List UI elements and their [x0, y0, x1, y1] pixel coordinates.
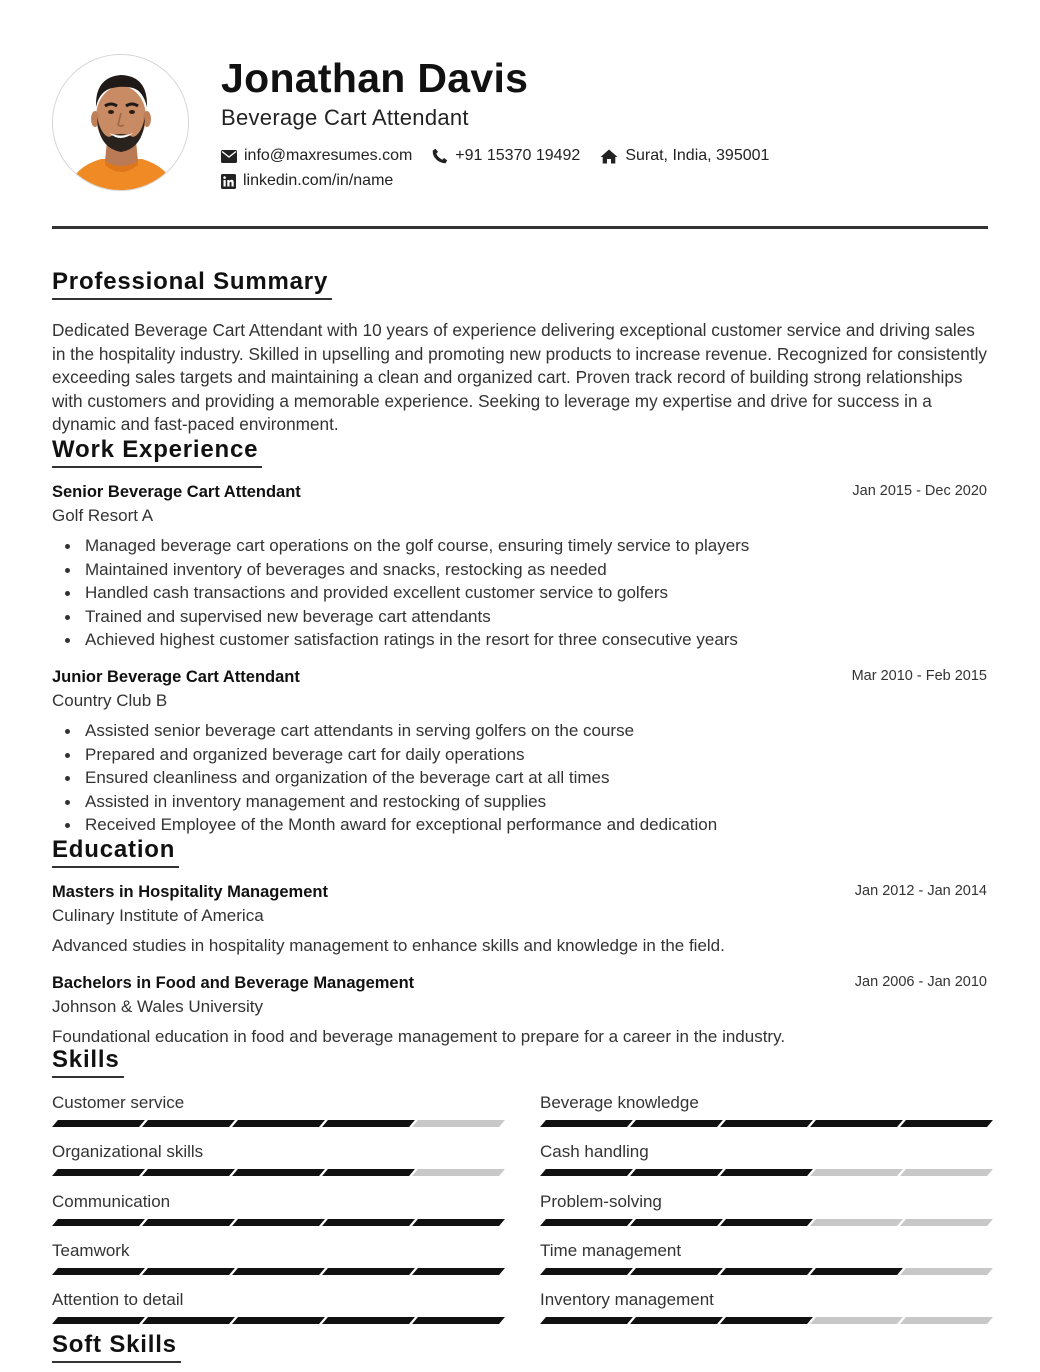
skill-level-segment-filled [142, 1268, 235, 1275]
contact-info [221, 144, 789, 194]
school-name: Culinary Institute of America [52, 906, 264, 925]
skill-name: Teamwork [52, 1240, 130, 1260]
skill-level-bar [540, 1169, 987, 1176]
linkedin-text: linkedin.com/in/name [243, 172, 394, 189]
skill-level-segment-empty [900, 1219, 993, 1226]
job-company: Golf Resort A [52, 506, 154, 525]
education-dates: Jan 2012 - Jan 2014 [854, 883, 987, 899]
skill-level-segment-empty [810, 1317, 903, 1324]
contact-row [221, 169, 789, 193]
job-bullet: Assisted senior beverage cart attendants in serving golfers on the course [52, 719, 988, 743]
contact-row [221, 144, 789, 168]
contact-linkedin[interactable] [221, 172, 393, 190]
skill-level-segment-filled [540, 1317, 633, 1324]
skill-level-segment-filled [630, 1120, 723, 1127]
job-bullets [52, 719, 988, 837]
experience-entry [52, 666, 988, 837]
skill-level-segment-filled [322, 1120, 415, 1127]
job-company: Country Club B [52, 691, 168, 710]
linkedin-icon [221, 174, 236, 189]
job-bullets [52, 534, 988, 652]
skill-item [52, 1140, 499, 1186]
skill-name: Attention to detail [52, 1290, 184, 1310]
school-name: Johnson & Wales University [52, 997, 264, 1016]
skill-level-segment-empty [412, 1120, 505, 1127]
skill-level-segment-filled [720, 1317, 813, 1324]
job-bullet: Received Employee of the Month award for exceptional performance and dedication [52, 813, 988, 837]
skill-name: Customer service [52, 1093, 185, 1112]
skill-level-bar [52, 1120, 499, 1127]
skill-level-segment-filled [630, 1219, 723, 1226]
job-title: Senior Beverage Cart Attendant [52, 483, 301, 501]
skill-level-bar [540, 1317, 987, 1324]
skill-level-segment-filled [810, 1120, 903, 1127]
job-dates: Mar 2010 - Feb 2015 [851, 668, 987, 684]
skill-item [540, 1190, 987, 1236]
contact-phone[interactable] [432, 147, 580, 165]
skill-level-segment-filled [232, 1120, 325, 1127]
skill-name: Inventory management [540, 1290, 714, 1310]
skill-level-segment-filled [540, 1268, 633, 1275]
skill-level-segment-empty [810, 1219, 903, 1226]
skill-item [540, 1288, 987, 1334]
skill-item [52, 1288, 499, 1334]
candidate-name: Jonathan Davis [221, 55, 529, 101]
section-title-soft-skills: Soft Skills [52, 1331, 181, 1363]
skill-level-segment-filled [412, 1268, 505, 1275]
skill-level-segment-filled [900, 1120, 993, 1127]
job-bullet: Prepared and organized beverage cart for daily operations [52, 743, 988, 767]
skill-level-segment-filled [52, 1120, 145, 1127]
degree-title: Masters in Hospitality Management [52, 883, 328, 901]
job-bullet: Achieved highest customer satisfaction ratings in the resort for three consecutive years [52, 628, 988, 652]
job-bullet: Assisted in inventory management and restocking of supplies [52, 790, 988, 814]
skill-level-bar [52, 1268, 499, 1275]
skill-level-segment-filled [412, 1219, 505, 1226]
degree-title: Bachelors in Food and Beverage Management [52, 974, 415, 992]
skill-level-segment-filled [630, 1169, 723, 1176]
avatar-illustration [53, 55, 189, 191]
education-description: Foundational education in food and beverage management to prepare for a career in the industry. [52, 1027, 786, 1046]
skill-item [52, 1190, 499, 1236]
skill-level-segment-filled [630, 1317, 723, 1324]
phone-icon [432, 148, 448, 164]
phone-text: +91 15370 19492 [455, 147, 581, 164]
skill-level-segment-empty [810, 1169, 903, 1176]
skill-level-bar [540, 1219, 987, 1226]
job-bullet: Managed beverage cart operations on the golf course, ensuring timely service to players [52, 534, 988, 558]
experience-entry [52, 481, 988, 652]
candidate-role: Beverage Cart Attendant [221, 105, 469, 130]
skill-level-segment-filled [232, 1317, 325, 1324]
skill-level-segment-empty [900, 1268, 993, 1275]
education-entry [52, 881, 988, 958]
skill-item [540, 1239, 987, 1285]
job-bullet: Trained and supervised new beverage cart attendants [52, 605, 988, 629]
skill-level-segment-filled [720, 1268, 813, 1275]
skill-level-segment-filled [720, 1169, 813, 1176]
skill-level-segment-filled [322, 1268, 415, 1275]
skill-level-bar [52, 1219, 499, 1226]
skill-level-segment-filled [720, 1219, 813, 1226]
skill-level-bar [540, 1120, 987, 1127]
summary-text: Dedicated Beverage Cart Attendant with 10 years of experience delivering exceptional customer service and driving sales in the hospitality industry. Skilled in upselling and promoting new products to increase revenue. Recognized for consistently exceeding sales targets and maintaining a clean and organized cart. Proven track record of building strong relationships with customers and providing a memorable experience. Seeking to leverage my expertise and drive for success in a dynamic and fast-paced environment. [52, 320, 988, 434]
education-description: Advanced studies in hospitality management to enhance skills and knowledge in the field. [52, 936, 725, 955]
skill-level-bar [52, 1169, 499, 1176]
home-icon [600, 149, 618, 164]
contact-email[interactable] [221, 147, 412, 165]
section-title-summary: Professional Summary [52, 268, 332, 300]
envelope-icon [221, 150, 237, 163]
header-divider [52, 226, 988, 229]
skill-item [52, 1239, 499, 1285]
job-bullet: Maintained inventory of beverages and snacks, restocking as needed [52, 558, 988, 582]
skill-name: Problem-solving [540, 1191, 662, 1211]
skill-level-segment-filled [232, 1169, 325, 1176]
section-title-skills: Skills [52, 1046, 124, 1078]
resume-header [52, 54, 988, 194]
skill-level-segment-empty [900, 1317, 993, 1324]
skill-name: Time management [540, 1240, 682, 1260]
skill-level-segment-filled [322, 1169, 415, 1176]
skill-item [540, 1091, 987, 1137]
skill-name: Cash handling [540, 1142, 649, 1162]
skill-level-segment-filled [232, 1219, 325, 1226]
skill-level-segment-empty [900, 1169, 993, 1176]
skill-level-segment-filled [142, 1120, 235, 1127]
skill-level-segment-filled [630, 1268, 723, 1275]
skill-name: Communication [52, 1191, 171, 1211]
skill-level-segment-filled [810, 1268, 903, 1275]
education-dates: Jan 2006 - Jan 2010 [854, 974, 987, 990]
skill-level-segment-filled [52, 1268, 145, 1275]
skill-level-segment-filled [540, 1169, 633, 1176]
skill-level-segment-empty [412, 1169, 505, 1176]
section-title-experience: Work Experience [52, 436, 262, 468]
skill-level-segment-filled [412, 1317, 505, 1324]
job-bullet: Ensured cleanliness and organization of the beverage cart at all times [52, 766, 988, 790]
profile-photo [52, 54, 189, 191]
job-bullet: Handled cash transactions and provided excellent customer service to golfers [52, 581, 988, 605]
skill-name: Organizational skills [52, 1142, 204, 1162]
job-dates: Jan 2015 - Dec 2020 [852, 483, 987, 499]
skill-level-segment-filled [142, 1169, 235, 1176]
contact-location [600, 147, 769, 165]
skill-item [540, 1140, 987, 1186]
skill-level-segment-filled [142, 1219, 235, 1226]
skill-level-segment-filled [52, 1169, 145, 1176]
skill-level-segment-filled [52, 1219, 145, 1226]
skill-item [52, 1091, 499, 1137]
skill-level-segment-filled [52, 1317, 145, 1324]
skill-level-segment-filled [540, 1219, 633, 1226]
skill-level-bar [52, 1317, 499, 1324]
skill-level-segment-filled [322, 1219, 415, 1226]
skill-level-segment-filled [540, 1120, 633, 1127]
skill-level-segment-filled [322, 1317, 415, 1324]
skill-name: Beverage knowledge [540, 1093, 699, 1112]
skill-level-segment-filled [142, 1317, 235, 1324]
skill-level-bar [540, 1268, 987, 1275]
job-title: Junior Beverage Cart Attendant [52, 668, 300, 686]
skill-level-segment-filled [232, 1268, 325, 1275]
skill-level-segment-filled [720, 1120, 813, 1127]
email-text: info@maxresumes.com [244, 147, 413, 164]
section-title-education: Education [52, 836, 179, 868]
education-entry [52, 972, 988, 1049]
location-text: Surat, India, 395001 [625, 147, 770, 164]
